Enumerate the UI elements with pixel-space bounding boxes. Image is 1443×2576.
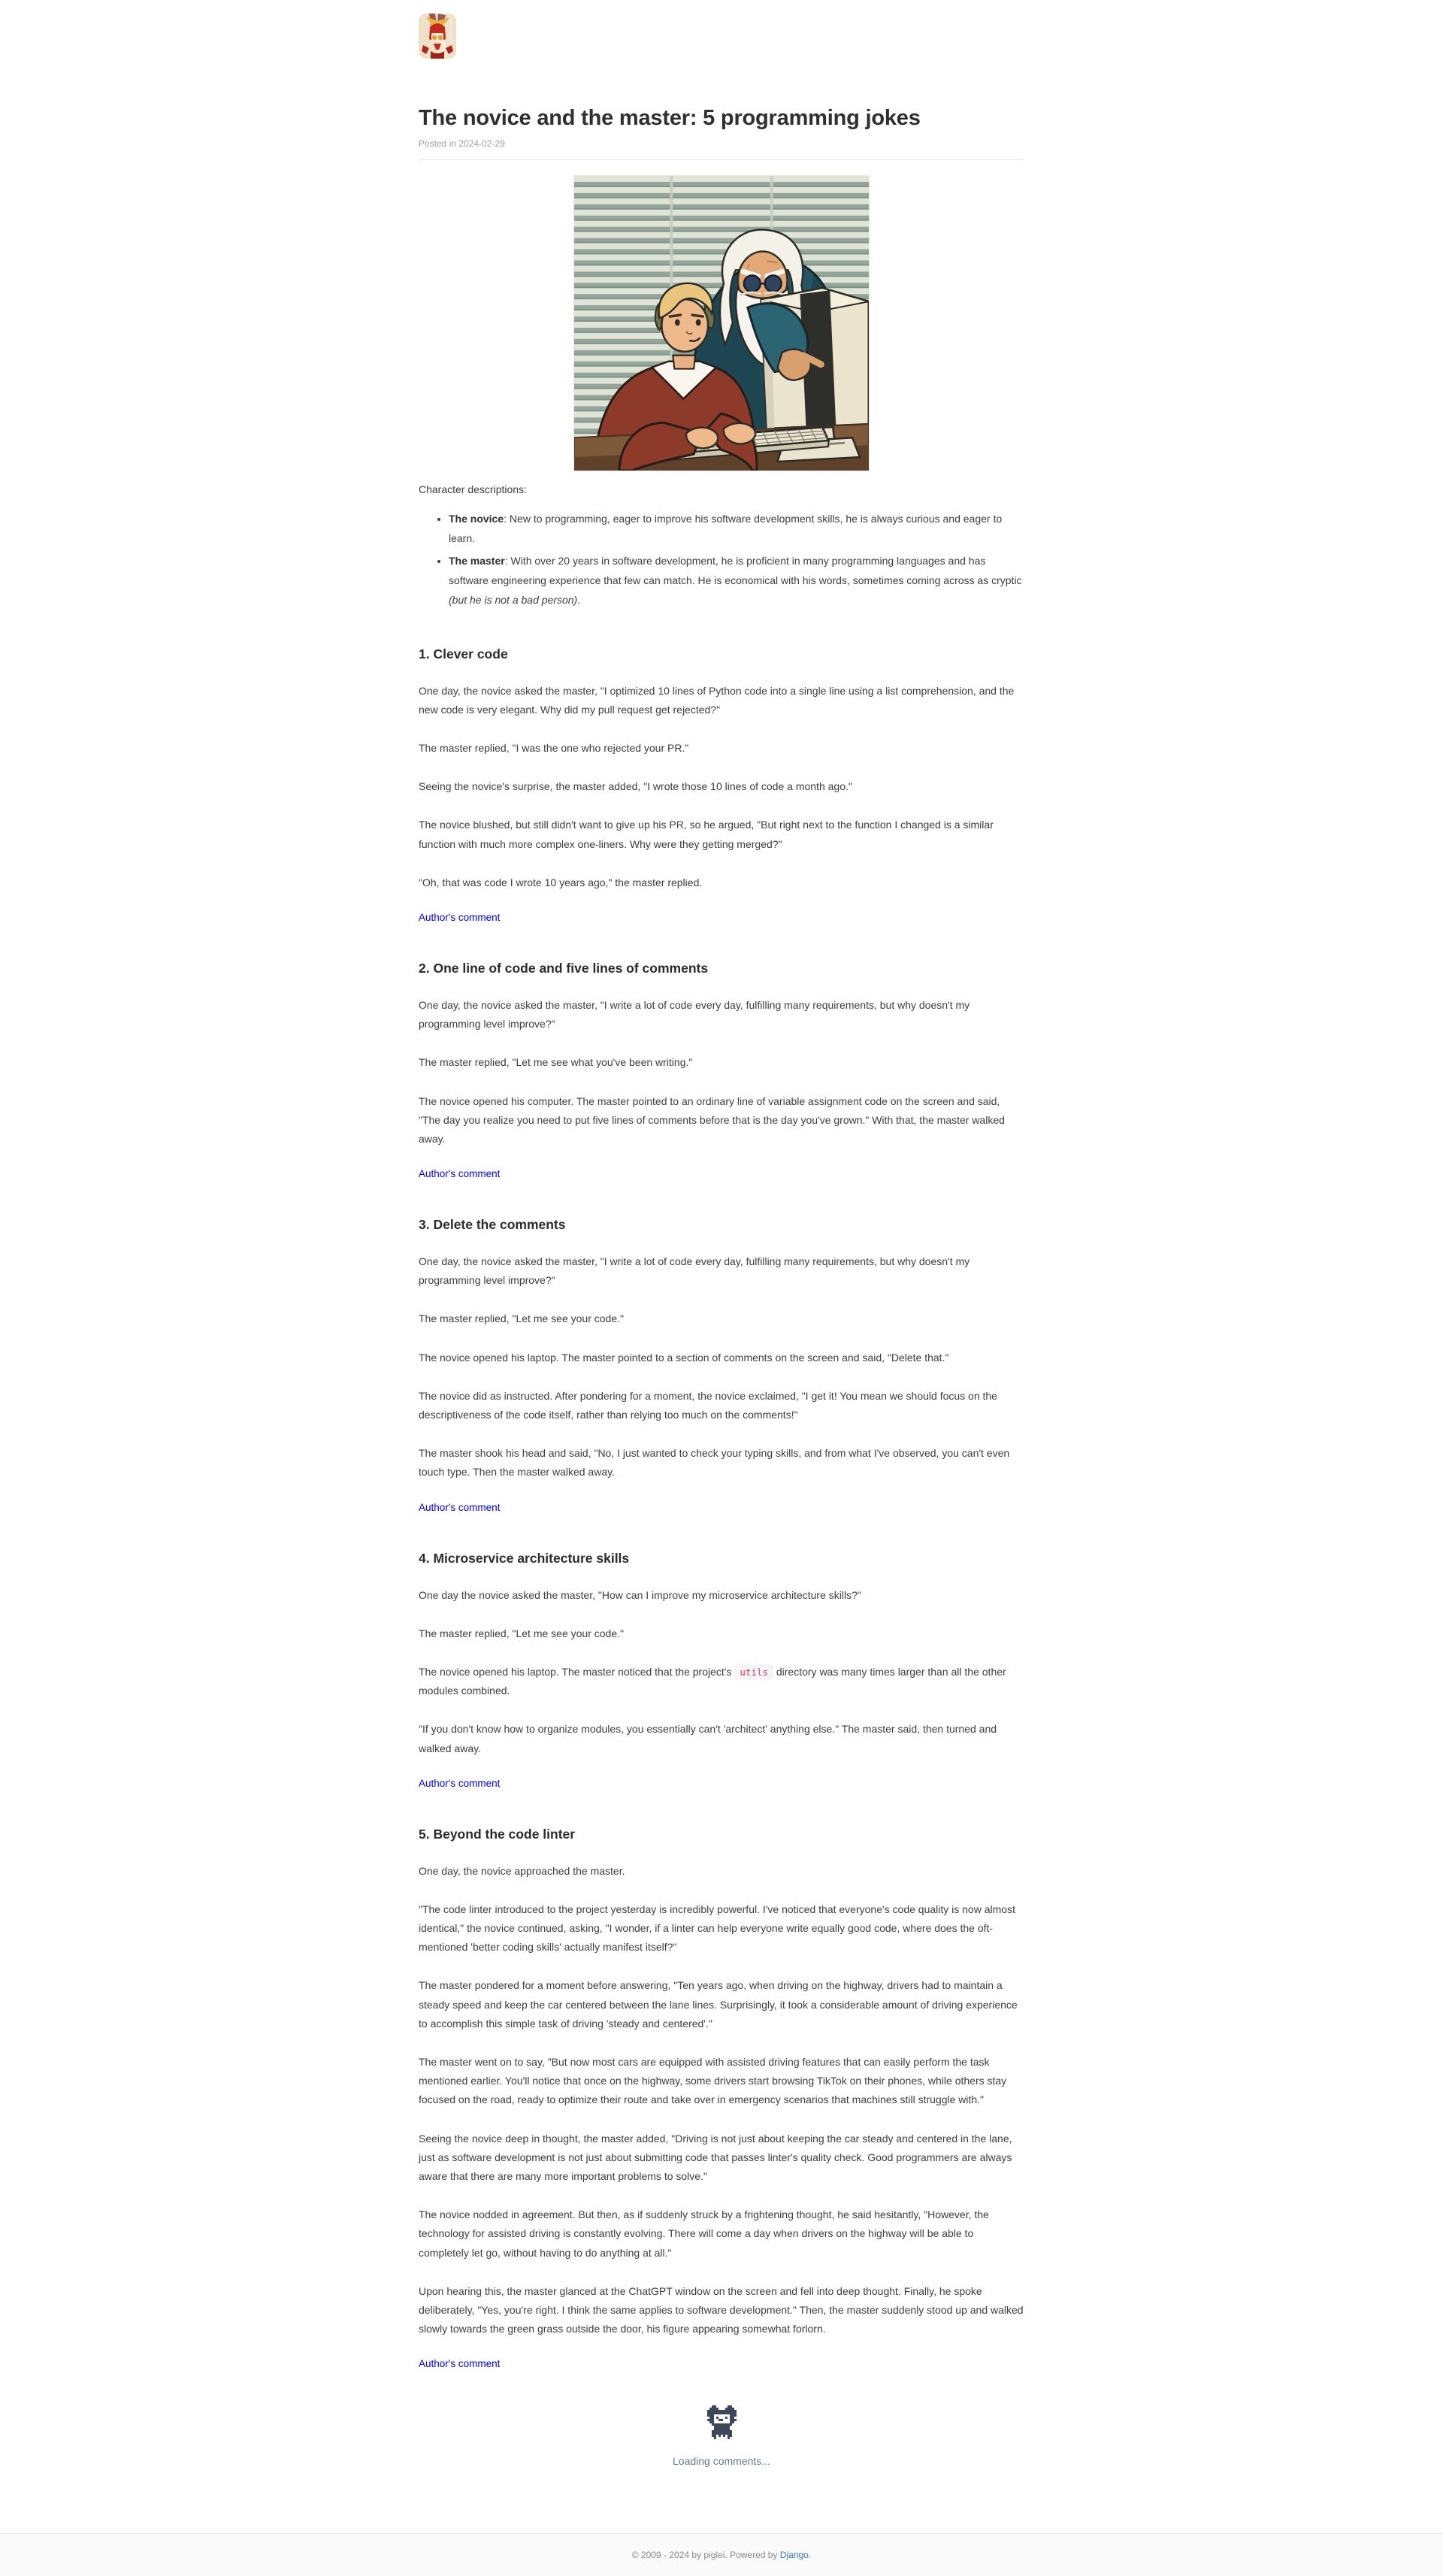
authors-comment-link[interactable]: Author's comment — [419, 1168, 501, 1180]
paragraph: The master replied, "I was the one who rejected your PR." — [419, 742, 689, 755]
list-item: • The master: With over 20 years in software development, he is proficient in many programming languages and has software engineering experience that few can match. He is economical with his words, sometimes coming across as cryptic (but he is not a bad person). — [449, 552, 1024, 610]
paragraph: The novice opened his computer. The master pointed to an ordinary line of variable assignment code on the screen and said, "The day you realize you need to put five lines of comments before that is the day you've grown." With that, the master walked away. — [419, 1094, 1005, 1145]
section-heading-3: 3. Delete the comments — [419, 1217, 566, 1233]
site-header — [419, 0, 1024, 62]
pixel-cat-mascot-icon — [707, 2405, 737, 2439]
divider — [419, 159, 1024, 160]
section-heading-1: 1. Clever code — [419, 646, 508, 661]
paragraph: "Oh, that was code I wrote 10 years ago," the master replied. — [419, 876, 703, 888]
inline-code: utils — [734, 1664, 773, 1680]
paragraph: Seeing the novice deep in thought, the master added, "Driving is not just about keeping the car steady and centered in the lane, just as software development is not just about submitting code that passes linter's quality check. Good programmers are always aware that there are many more important problems to solve." — [419, 2132, 1012, 2182]
paragraph: One day, the novice asked the master, "I write a lot of code every day, fulfilling many requirements, but why doesn't my programming level improve?" — [419, 998, 970, 1031]
paragraph: One day, the novice asked the master, "I optimized 10 lines of Python code into a single line using a list comprehension, and the new code is very elegant. Why did my pull request get rejected?" — [419, 684, 1015, 716]
paragraph: The master replied, "Let me see your code." — [419, 1312, 624, 1325]
character-list — [419, 510, 1024, 610]
section-heading-2: 2. One line of code and five lines of comments — [419, 960, 709, 976]
site-logo[interactable] — [419, 14, 456, 59]
paragraph: The master went on to say, "But now most cars are equipped with assisted driving features that can easily perform the task mentioned earlier. You'll notice that once on the highway, some drivers start browsing TikTok on their phones, while others stay focused on the road, ready to optimize their route and take over in emergency scenarios that machines still struggle with." — [419, 2056, 1007, 2106]
authors-comment-link[interactable]: Author's comment — [419, 2358, 501, 2370]
paragraph: The master shook his head and said, "No, I just wanted to check your typing skills, and from what I've observed, you can't even touch type. Then the master walked away. — [419, 1447, 1010, 1479]
authors-comment-link[interactable]: Author's comment — [419, 1501, 501, 1513]
post-date: Posted in 2024-02-29 — [419, 138, 505, 149]
novice-and-master-illustration — [573, 462, 870, 474]
paragraph: The novice nodded in agreement. But then, as if suddenly struck by a frightening thought, he said hesitantly, "However, the technology for assisted driving is constantly evolving. There will come a day when drivers on the highway will be able to completely let go, without having to do anything at all." — [419, 2208, 989, 2259]
authors-comment-link[interactable]: Author's comment — [419, 911, 501, 923]
comments-section — [419, 2405, 1024, 2467]
character-name: The master — [449, 554, 505, 567]
hero-figure — [419, 175, 1024, 471]
paragraph: The novice blushed, but still didn't want to give up his PR, so he argued, "But right next to the function I changed is a similar function with much more complex one-liners. Why were they getting merged?" — [419, 819, 994, 850]
page-title: The novice and the master: 5 programming jokes — [419, 106, 921, 130]
copyright-text: © 2009 - 2024 by piglei. Powered by Django. — [631, 2550, 812, 2561]
paragraph: The master replied, "Let me see your code." — [419, 1627, 624, 1639]
paragraph: Upon hearing this, the master glanced at the ChatGPT window on the screen and fell into deep thought. Finally, he spoke deliberately, "Yes, you're right. I think the same applies to software development." Then, the master suddenly stood up and walked slowly towards the green grass outside the door, his figure appearing somewhat forlorn. — [419, 2284, 1024, 2335]
section-heading-5: 5. Beyond the code linter — [419, 1826, 576, 1842]
paragraph: One day, the novice asked the master, "I write a lot of code every day, fulfilling many requirements, but why doesn't my programming level improve?" — [419, 1255, 970, 1287]
character-intro: Character descriptions: — [419, 483, 527, 495]
paragraph: The novice opened his laptop. The master pointed to a section of comments on the screen and said, "Delete that." — [419, 1351, 949, 1364]
paragraph: One day, the novice approached the master. — [419, 1864, 625, 1877]
post-body — [419, 480, 1024, 2371]
paragraph: "If you don't know how to organize modules, you essentially can't 'architect' anything else." The master said, then turned and walked away. — [419, 1723, 997, 1754]
authors-comment-link[interactable]: Author's comment — [419, 1777, 501, 1789]
paragraph: Seeing the novice's surprise, the master added, "I wrote those 10 lines of code a month ago." — [419, 780, 852, 793]
section-heading-4: 4. Microservice architecture skills — [419, 1550, 630, 1566]
character-name: The novice — [449, 513, 504, 525]
robot-head-logo-icon — [419, 14, 456, 59]
list-item: • The novice: New to programming, eager to improve his software development skills, he is always curious and eager to learn. — [449, 510, 1024, 549]
django-link[interactable]: Django — [779, 2550, 809, 2561]
paragraph: One day the novice asked the master, "How can I improve my microservice architecture skills?" — [419, 1588, 861, 1601]
paragraph: The master replied, "Let me see what you've been writing." — [419, 1056, 693, 1069]
paragraph: "The code linter introduced to the project yesterday is incredibly powerful. I've noticed that everyone's code quality is now almost identical," the novice continued, asking, "I wonder, if a linter can help everyone write equally good code, where does the oft-mentioned 'better coding skills' actually manifest itself?" — [419, 1902, 1015, 1954]
paragraph: The novice did as instructed. After pondering for a moment, the novice exclaimed, "I get it! You mean we should focus on the descriptiveness of the code itself, rather than relying too much on the comments!" — [419, 1389, 997, 1421]
loading-comments-text: Loading comments... — [673, 2455, 770, 2468]
paragraph-with-code: The novice opened his laptop. The master noticed that the project's utils directory was many times larger than all the other modules combined. — [419, 1665, 1006, 1697]
paragraph: The master pondered for a moment before answering, "Ten years ago, when driving on the highway, drivers had to maintain a steady speed and keep the car centered between the lane lines. Surprisingly, it took a considerable amount of driving experience to accomplish this simple task of driving 'steady and centered'." — [419, 1979, 1018, 2030]
site-footer — [0, 2533, 1443, 2576]
